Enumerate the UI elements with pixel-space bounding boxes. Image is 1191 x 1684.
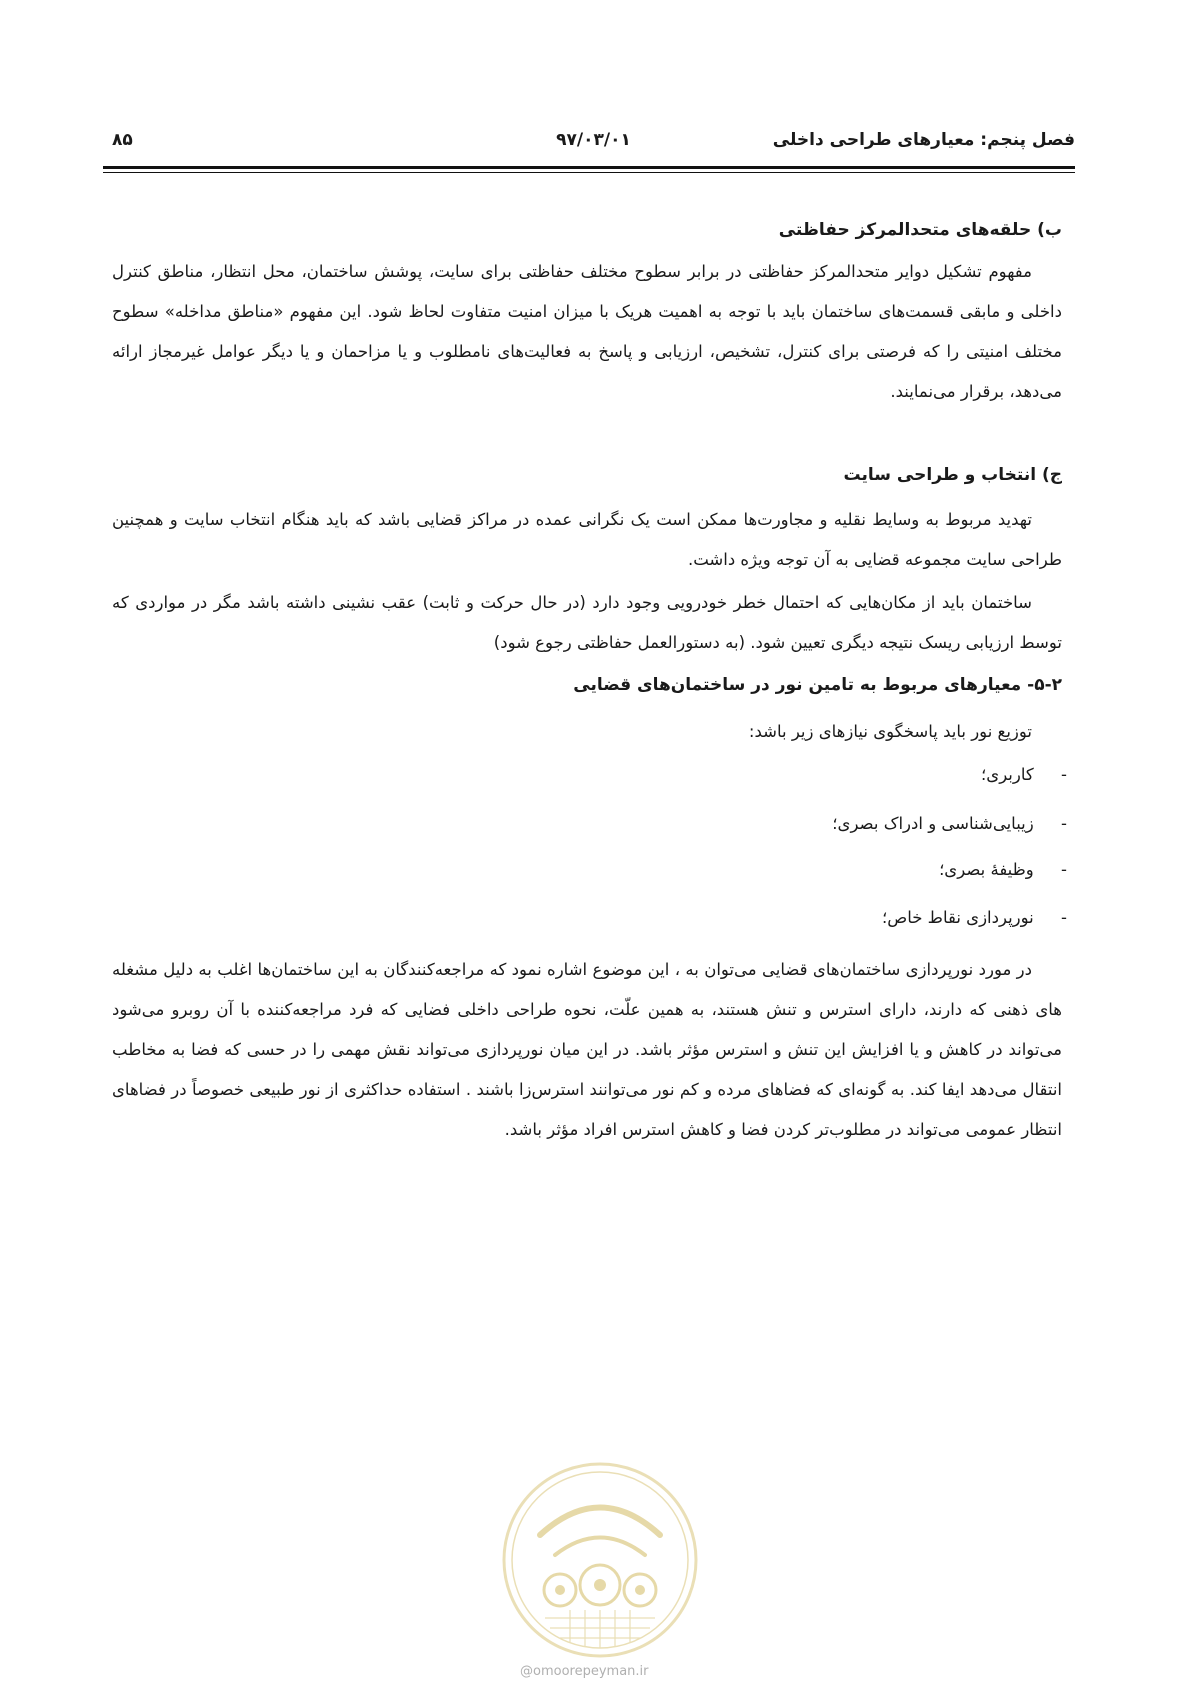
bullet-marker: - [1061, 860, 1067, 879]
bullet-text: نورپردازی نقاط خاص؛ [882, 908, 1034, 927]
bullet-item [939, 860, 1067, 879]
bullet-item [882, 908, 1067, 927]
bullet-text: زیبایی‌شناسی و ادراک بصری؛ [832, 814, 1034, 833]
chapter-title: فصل پنجم: معیارهای طراحی داخلی [772, 130, 1075, 150]
bullet-text: وظیفهٔ بصری؛ [939, 860, 1034, 879]
bullet-marker: - [1061, 814, 1067, 833]
header-date: ۹۷/۰۳/۰۱ [556, 130, 631, 150]
page-number: ۸۵ [112, 130, 133, 150]
watermark-url: @omoorepeyman.ir [520, 1664, 649, 1679]
section-c-paragraph-2: ساختمان باید از مکان‌هایی که احتمال خطر خودرویی وجود دارد (در حال حرکت و ثابت) عقب نشینی داشته باشد مگر در مواردی که توسط ارزیابی ریسک نتیجه دیگری تعیین شود. (به دستورالعمل حفاظتی رجوع شود) [112, 593, 1062, 652]
section-b-paragraph: مفهوم تشکیل دوایر متحدالمرکز حفاظتی در برابر سطوح مختلف حفاظتی برای سایت، پوشش ساختمان، محل انتظار، مناطق کنترل داخلی و مابقی قسمت‌های ساختمان باید با توجه به اهمیت هریک با میزان امنیت متفاوت لحاظ شود. این مفهوم «مناطق مداخله» سطوح مختلف امنیتی را که فرصتی برای کنترل، تشخیص، ارزیابی و پاسخ به فعالیت‌های نامطلوب و یا مزاحمان و یا دیگر عوامل غیرمجاز ارائه می‌دهد، برقرار می‌نمایند. [112, 262, 1062, 401]
lighting-paragraph: در مورد نورپردازی ساختمان‌های قضایی می‌توان به ، این موضوع اشاره نمود که مراجعه‌کنندگان به این ساختمان‌ها اغلب به دلیل مشغله های ذهنی که دارند، دارای استرس و تنش هستند، به همین علّت، نحوه طراحی داخلی فضایی که فرد مراجعه‌کننده با آن روبرو می‌شود می‌تواند در کاهش و یا افزایش این تنش و استرس مؤثر باشد. در این میان نورپردازی می‌تواند نقش مهمی را در حسی که فضا به مخاطب انتقال می‌دهد ایفا کند. به گونه‌ای که فضاهای مرده و کم نور می‌توانند استرس‌زا باشند . استفاده حداکثری از نور طبیعی خصوصاً در فضاهای انتظار عمومی می‌تواند در مطلوب‌تر کردن فضا و کاهش استرس افراد مؤثر باشد. [112, 960, 1062, 1139]
bullet-item [981, 765, 1067, 784]
header-rule-thick [103, 166, 1075, 169]
section-c-paragraph-1: تهدید مربوط به وسایط نقلیه و مجاورت‌ها ممکن است یک نگرانی عمده در مراکز قضایی باشد که باید هنگام انتخاب سایت و همچنین طراحی سایت مجموعه قضایی به آن توجه ویژه داشت. [112, 510, 1062, 569]
bullet-marker: - [1061, 908, 1067, 927]
bullet-text: کاربری؛ [981, 765, 1034, 784]
page-header [112, 130, 1075, 160]
bullet-marker: - [1061, 765, 1067, 784]
bullet-item [832, 814, 1067, 833]
section-c-heading: ج) انتخاب و طراحی سایت [843, 465, 1062, 485]
section-b-heading: ب) حلقه‌های متحدالمرکز حفاظتی [778, 220, 1062, 240]
watermark-logo [500, 1460, 700, 1660]
lighting-intro: توزیع نور باید پاسخگوی نیازهای زیر باشد: [748, 722, 1032, 741]
header-rule-thin [103, 172, 1075, 173]
section-5-2-heading: ۵-۲- معیارهای مربوط به تامین نور در ساختمان‌های قضایی [573, 675, 1062, 695]
